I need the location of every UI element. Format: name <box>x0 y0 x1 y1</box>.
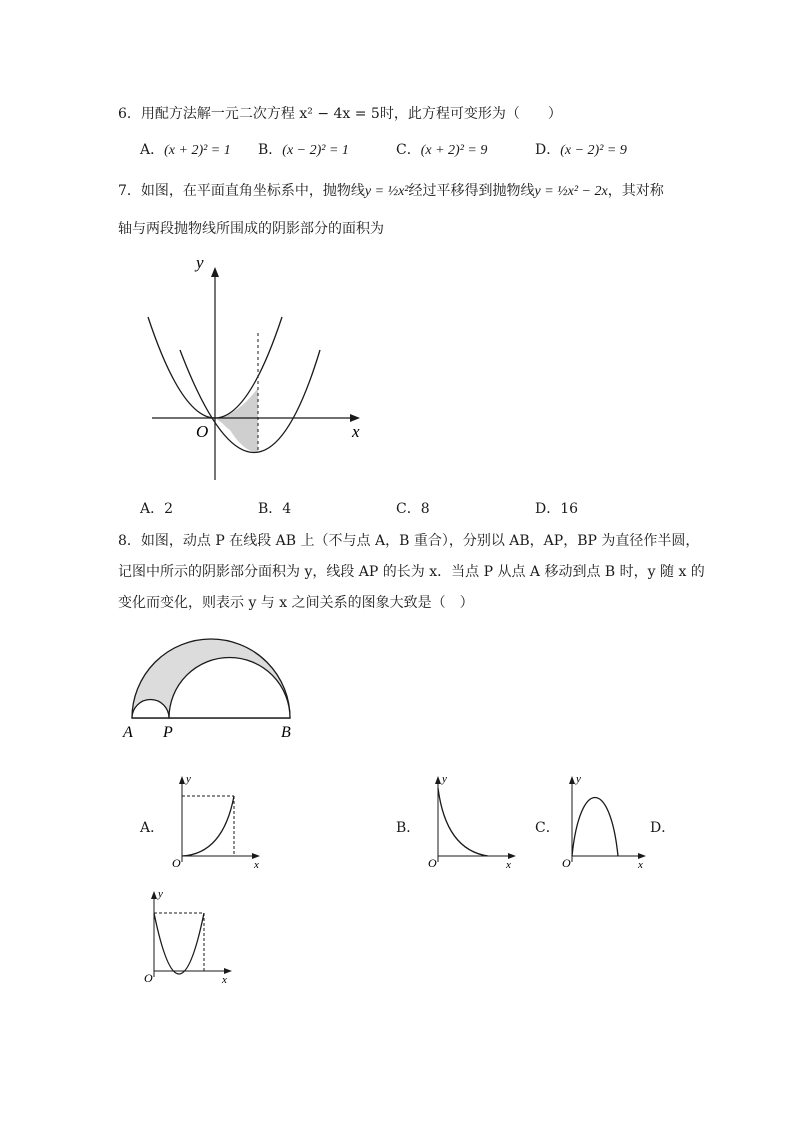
option-text: (x − 2)² = 1 <box>282 143 349 158</box>
q6-option-b[interactable] <box>258 139 349 159</box>
q8-option-d-label[interactable]: D． <box>650 820 676 836</box>
q8-option-c-graph[interactable] <box>558 770 658 870</box>
q8-option-a-graph[interactable] <box>168 770 268 870</box>
q8-option-c-label[interactable]: C． <box>535 820 560 836</box>
q7-option-d[interactable] <box>535 498 578 518</box>
point-b-label: B <box>281 724 291 741</box>
q6-option-d[interactable] <box>535 139 627 159</box>
option-label: C． <box>396 501 421 517</box>
q7-option-a[interactable] <box>140 498 173 518</box>
option-text: 2 <box>164 501 174 517</box>
q8-stem-line1: 8．如图，动点 P 在线段 AB 上（不与点 A，B 重合），分别以 AB，AP，BP 为直径作半圆， <box>118 533 700 549</box>
option-label: C． <box>396 142 421 158</box>
y-label: y <box>158 888 163 900</box>
q8-option-b-label[interactable]: B． <box>396 820 421 836</box>
q8-option-b-graph[interactable] <box>424 770 524 870</box>
q7-stem-part: ，其对称 <box>607 183 664 199</box>
option-label: D． <box>535 142 561 158</box>
origin-label: O <box>172 856 181 870</box>
option-label: D． <box>535 501 561 517</box>
q7-option-c[interactable] <box>396 498 430 518</box>
y-label: y <box>186 773 191 785</box>
option-label: A． <box>140 501 165 517</box>
q8-stem-line2: 记图中所示的阴影部分面积为 y，线段 AP 的长为 x．当点 P 从点 A 移动到点 B 时，y 随 x 的 <box>118 564 705 580</box>
q7-curve1: y = ½x² <box>364 184 409 199</box>
option-label: A． <box>140 142 165 158</box>
option-label: B． <box>258 142 283 158</box>
option-text: (x + 2)² = 1 <box>164 143 231 158</box>
q7-stem-part: 7．如图，在平面直角坐标系中，抛物线 <box>118 183 365 199</box>
q7-option-b[interactable] <box>258 498 291 518</box>
origin-label: O <box>562 856 571 870</box>
q7-stem-line1 <box>118 180 664 200</box>
x-label: x <box>638 859 643 870</box>
origin-label: O <box>428 856 437 870</box>
point-p-label: P <box>163 724 173 741</box>
q6-option-a[interactable] <box>140 139 231 159</box>
q8-option-a-label[interactable]: A． <box>140 820 165 836</box>
option-text: 16 <box>560 501 579 517</box>
option-text: 4 <box>282 501 292 517</box>
x-label: x <box>222 974 227 985</box>
q7-stem-part: 经过平移得到抛物线 <box>408 183 535 199</box>
x-label: x <box>352 422 360 441</box>
q8-stem-line3: 变化而变化，则表示 y 与 x 之间关系的图象大致是（ ） <box>118 595 474 611</box>
q6-stem: 6．用配方法解一元二次方程 x² − 4x = 5时，此方程可变形为（ ） <box>118 106 562 122</box>
origin-label: O <box>144 971 153 985</box>
y-label: y <box>196 255 204 272</box>
option-text: (x + 2)² = 9 <box>420 143 488 158</box>
y-label: y <box>442 773 447 785</box>
q7-curve2: y = ½x² − 2x <box>534 184 608 199</box>
option-text: (x − 2)² = 9 <box>560 143 627 158</box>
option-label: B． <box>258 501 283 517</box>
point-a-label: A <box>123 724 133 741</box>
q6-option-c[interactable] <box>396 139 487 159</box>
x-label: x <box>506 859 511 870</box>
y-label: y <box>576 773 581 785</box>
x-label: x <box>254 859 259 870</box>
x-axis-arrow <box>350 414 360 422</box>
q7-stem-line2: 轴与两段抛物线所围成的阴影部分的面积为 <box>118 221 384 237</box>
y-axis-arrow <box>211 267 219 277</box>
q7-figure <box>140 255 380 490</box>
origin-label: O <box>196 422 209 441</box>
option-text: 8 <box>420 501 430 517</box>
q8-figure <box>118 635 308 745</box>
q8-option-d-graph[interactable] <box>140 885 240 985</box>
shaded-region <box>215 388 258 453</box>
